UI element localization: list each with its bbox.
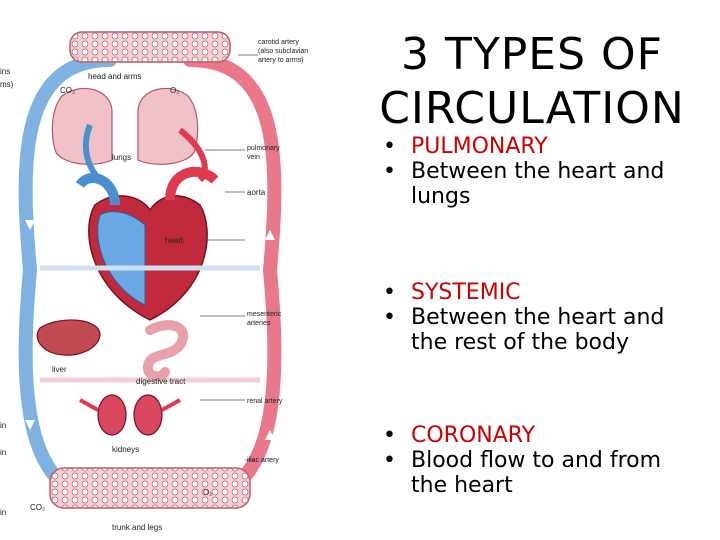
section-coronary — [383, 423, 713, 498]
slide-title-line-2: CIRCULATION — [379, 83, 685, 134]
desc-line-1: Between the heart and — [411, 305, 665, 330]
label-o2-top: O₂ — [170, 86, 180, 95]
label-edge-3: in — [0, 421, 7, 430]
label-iliac: iliac artery — [247, 457, 279, 464]
slide-title-line-1: 3 TYPES OF — [401, 29, 663, 80]
section-heading: CORONARY — [411, 423, 536, 448]
bullet: • — [383, 448, 396, 473]
head-arms-capillary-bed — [70, 32, 230, 62]
section-heading: PULMONARY — [411, 134, 548, 159]
digestive-tract — [148, 325, 183, 376]
bullet: • — [383, 280, 396, 305]
label-liver: liver — [52, 365, 67, 374]
label-carotid-1: carotid artery — [258, 39, 299, 46]
slide-title — [362, 28, 702, 136]
desc-line-2: the rest of the body — [411, 330, 629, 355]
liver — [37, 320, 100, 355]
bullet: • — [383, 134, 396, 159]
desc-line-2: lungs — [411, 184, 471, 209]
label-head-arms: head and arms — [88, 72, 142, 81]
desc-line-1: Blood flow to and from — [411, 448, 662, 473]
right-lung — [138, 88, 198, 164]
label-pulmonary-1: pulmonary — [247, 145, 280, 152]
desc-line-1: Between the heart and — [411, 159, 665, 184]
label-pulmonary-2: vein — [247, 154, 260, 161]
label-kidneys: kidneys — [112, 445, 140, 454]
label-edge-2: ms) — [0, 80, 14, 89]
label-lungs: lungs — [112, 153, 132, 162]
left-kidney — [98, 395, 126, 435]
label-edge-4: in — [0, 448, 7, 457]
section-description — [411, 448, 661, 498]
label-renal: renal artery — [247, 398, 283, 405]
bullet: • — [383, 423, 396, 448]
section-description — [411, 305, 664, 355]
label-heart: heart — [165, 236, 184, 245]
label-co2-top: CO₂ — [60, 86, 76, 95]
label-digestive: digestive tract — [136, 377, 186, 386]
label-aorta: aorta — [247, 188, 266, 197]
renal-vessels — [80, 400, 180, 410]
label-mesenteric-1: mesenteric — [247, 311, 282, 318]
bullet: • — [383, 159, 396, 184]
section-systemic — [383, 280, 713, 355]
section-pulmonary — [383, 134, 713, 209]
label-carotid-3: artery to arms) — [258, 57, 304, 64]
left-lung — [52, 88, 112, 164]
vena-cava — [80, 178, 115, 205]
bullet: • — [383, 305, 396, 330]
section-heading: SYSTEMIC — [411, 280, 521, 305]
arterial-loop — [190, 60, 274, 500]
label-co2-bottom: CO₂ — [30, 503, 46, 512]
label-trunk: trunk and legs — [112, 523, 163, 532]
section-description — [411, 159, 664, 209]
label-o2-bottom: O₂ — [203, 488, 213, 497]
desc-line-2: the heart — [411, 473, 513, 498]
label-mesenteric-2: arteries — [247, 320, 271, 327]
label-edge-1: ins — [0, 67, 11, 76]
trunk-legs-capillary-bed — [50, 468, 250, 508]
label-edge-5: in — [0, 508, 7, 517]
right-kidney — [134, 395, 162, 435]
label-carotid-2: (also subclavian — [258, 48, 309, 55]
circulation-diagram — [0, 0, 309, 540]
